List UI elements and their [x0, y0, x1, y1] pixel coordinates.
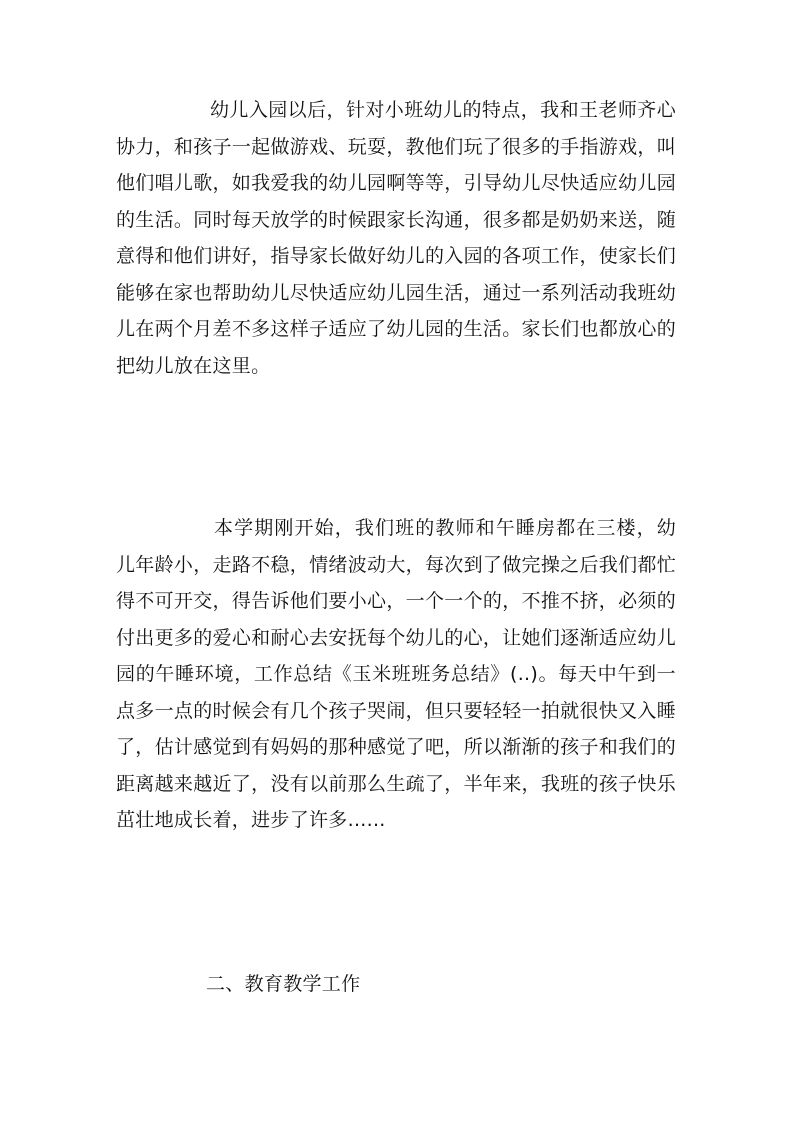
section-heading: 二、教育教学工作 — [206, 973, 361, 995]
body-paragraph-2: 本学期刚开始，我们班的教师和午睡房都在三楼，幼儿年龄小，走路不稳，情绪波动大，每次到了做完操之后我们都忙得不可开交，得告诉他们要小心，一个一个的，不推不挤，必须的付出更多的爱心和耐心去安抚每个幼儿的心，让她们逐渐适应幼儿园的午睡环境，工作总结《玉米班班务总结》(..)。每天中午到一点多一点的时候会有几个孩子哭闹，但只要轻轻一拍就很快又入睡了，估计感觉到有妈妈的那种感觉了吧，所以渐渐的孩子和我们的距离越来越近了，没有以前那么生疏了，半年来，我班的孩子快乐茁壮地成长着，进步了许多...... — [116, 517, 676, 831]
body-paragraph-1: 幼儿入园以后，针对小班幼儿的特点，我和王老师齐心协力，和孩子一起做游戏、玩耍，教他们玩了很多的手指游戏，叫他们唱儿歌，如我爱我的幼儿园啊等等，引导幼儿尽快适应幼儿园的生活。同时每天放学的时候跟家长沟通，很多都是奶奶来送，随意得和他们讲好，指导家长做好幼儿的入园的各项工作，使家长们能够在家也帮助幼儿尽快适应幼儿园生活，通过一系列活动我班幼儿在两个月差不多这样子适应了幼儿园的生活。家长们也都放心的把幼儿放在这里。 — [116, 99, 676, 377]
